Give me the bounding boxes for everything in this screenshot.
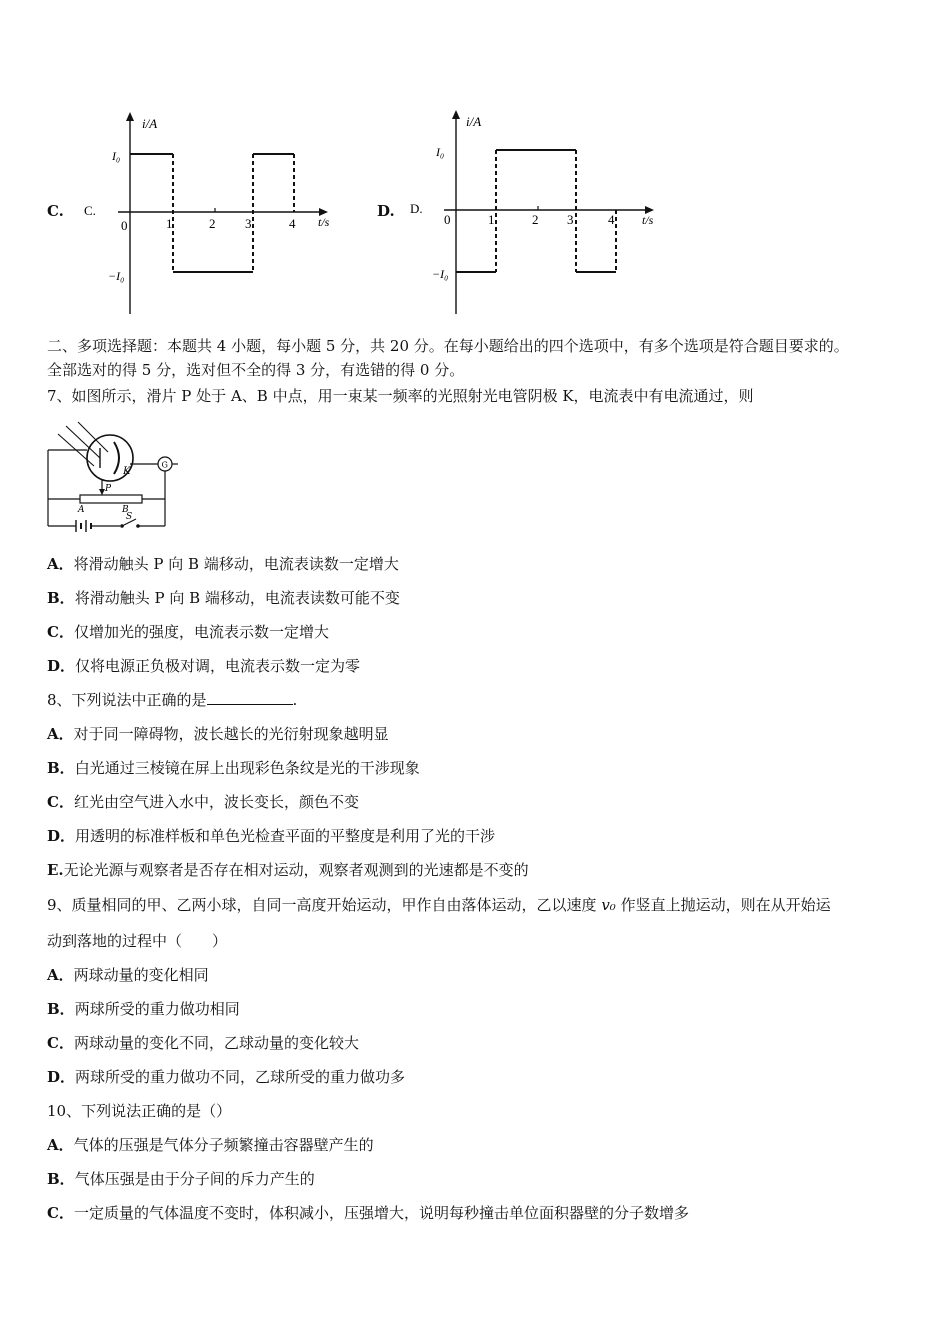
section2-header-line1: 二、多项选择题：本题共 4 小题，每小题 5 分，共 20 分。在每小题给出的四个选项中，有多个选项是符合题目要求的。 bbox=[47, 337, 849, 355]
chart-d-tick-4: 4 bbox=[608, 212, 615, 227]
chart-d-y-arrow bbox=[452, 110, 460, 119]
option-d-label: D. bbox=[377, 202, 395, 220]
label-k: K bbox=[123, 466, 131, 477]
q8-option-a-text: 对于同一障碍物，波长越长的光衍射现象越明显 bbox=[73, 725, 389, 743]
q7-option-d bbox=[47, 656, 360, 676]
q10-option-a-label: A． bbox=[47, 1136, 74, 1154]
q8-option-e-text: 无论光源与观察者是否存在相对运动，观察者观测到的光速都是不变的 bbox=[63, 861, 529, 879]
chart-c bbox=[78, 108, 348, 324]
chart-c-tick-2: 2 bbox=[209, 216, 216, 231]
q8-stem-text: 8、下列说法中正确的是 bbox=[47, 691, 207, 709]
q8-option-b-text: 白光通过三棱镜在屏上出现彩色条纹是光的干涉现象 bbox=[74, 759, 420, 777]
section2-header-line2: 全部选对的得 5 分，选对但不全的得 3 分，有选错的得 0 分。 bbox=[47, 361, 465, 379]
chart-c-tick-3: 3 bbox=[245, 216, 252, 231]
chart-d-tick-3: 3 bbox=[567, 212, 574, 227]
q8-stem-end: . bbox=[292, 691, 298, 709]
chart-d-inner-label: D. bbox=[410, 201, 423, 216]
q7-option-b-text: 将滑动触头 P 向 B 端移动，电流表读数可能不变 bbox=[74, 589, 400, 607]
label-p: P bbox=[105, 484, 112, 494]
q8-option-e-label: E. bbox=[47, 861, 64, 879]
q9-stem-line2: 动到落地的过程中（ ） bbox=[47, 932, 228, 950]
q9-option-b-text: 两球所受的重力做功相同 bbox=[74, 1000, 240, 1018]
q8-answer-blank bbox=[207, 690, 293, 705]
q9-v0: v₀ bbox=[601, 896, 616, 914]
chart-c-tick-1: 1 bbox=[166, 216, 173, 231]
chart-c-origin: 0 bbox=[121, 218, 128, 233]
q7-option-a bbox=[47, 554, 399, 574]
light-ray-1 bbox=[66, 426, 100, 458]
q10-option-c bbox=[47, 1203, 689, 1223]
chart-d-bottom-label: −I₀ bbox=[432, 267, 449, 281]
light-ray-2 bbox=[78, 422, 108, 452]
chart-d-x-label: t/s bbox=[642, 213, 654, 227]
q8-option-b-label: B． bbox=[47, 759, 75, 777]
q8-option-d bbox=[47, 826, 495, 846]
q9-stem-part1: 9、质量相同的甲、乙两小球，自同一高度开始运动，甲作自由落体运动，乙以速度 bbox=[47, 896, 602, 914]
chart-c-top-label: I₀ bbox=[112, 149, 121, 163]
chart-d-top-label: I₀ bbox=[436, 145, 445, 159]
q9-stem-line1 bbox=[47, 895, 831, 915]
q10-option-b-label: B． bbox=[47, 1170, 75, 1188]
q9-option-a-text: 两球动量的变化相同 bbox=[73, 966, 209, 984]
label-a: A bbox=[78, 505, 85, 515]
label-b: B bbox=[122, 505, 129, 515]
q7-option-a-label: A． bbox=[47, 555, 74, 573]
q8-option-c-label: C． bbox=[47, 793, 74, 811]
q9-option-d-text: 两球所受的重力做功不同，乙球所受的重力做功多 bbox=[75, 1068, 406, 1086]
q8-option-e bbox=[47, 860, 529, 880]
chart-d-origin: 0 bbox=[444, 212, 451, 227]
option-c-label: C. bbox=[47, 202, 64, 220]
q10-option-c-label: C． bbox=[47, 1204, 74, 1222]
q8-option-d-text: 用透明的标准样板和单色光检查平面的平整度是利用了光的干涉 bbox=[75, 827, 496, 845]
q9-option-c bbox=[47, 1033, 359, 1053]
label-s: S bbox=[126, 512, 133, 522]
q10-option-c-text: 一定质量的气体温度不变时，体积减小，压强增大，说明每秒撞击单位面积器壁的分子数增多 bbox=[73, 1204, 689, 1222]
q7-option-c bbox=[47, 622, 329, 642]
q9-option-c-label: C． bbox=[47, 1034, 74, 1052]
q9-option-b bbox=[47, 999, 240, 1019]
chart-d bbox=[404, 106, 674, 324]
q9-option-a-label: A． bbox=[47, 966, 74, 984]
q8-option-d-label: D． bbox=[47, 827, 76, 845]
chart-c-bottom-label: −I₀ bbox=[108, 269, 125, 283]
q9-stem-part2: 作竖直上抛运动，则在从开始运 bbox=[615, 896, 831, 914]
chart-c-tick-4: 4 bbox=[289, 216, 296, 231]
q7-option-c-label: C． bbox=[47, 623, 74, 641]
q9-option-c-text: 两球动量的变化不同，乙球动量的变化较大 bbox=[73, 1034, 359, 1052]
cathode bbox=[114, 442, 119, 474]
q10-option-a bbox=[47, 1135, 374, 1155]
q10-option-b bbox=[47, 1169, 315, 1189]
chart-d-tick-2: 2 bbox=[532, 212, 539, 227]
q8-option-a-label: A． bbox=[47, 725, 74, 743]
rheostat bbox=[80, 495, 142, 503]
q8-option-a bbox=[47, 724, 389, 744]
chart-c-x-label: t/s bbox=[318, 215, 330, 229]
q10-stem: 10、下列说法正确的是（） bbox=[47, 1102, 232, 1120]
q10-option-b-text: 气体压强是由于分子间的斥力产生的 bbox=[74, 1170, 315, 1188]
q9-option-b-label: B． bbox=[47, 1000, 75, 1018]
q7-circuit-figure bbox=[44, 418, 184, 538]
q8-option-c bbox=[47, 792, 359, 812]
q9-option-d-label: D． bbox=[47, 1068, 76, 1086]
q7-option-d-label: D． bbox=[47, 657, 76, 675]
q8-stem bbox=[47, 690, 297, 710]
q7-stem: 7、如图所示，滑片 P 处于 A、B 中点，用一束某一频率的光照射光电管阴极 K，电流表中有电流通过，则 bbox=[47, 387, 754, 405]
q9-option-a bbox=[47, 965, 209, 985]
q7-option-b-label: B． bbox=[47, 589, 75, 607]
chart-c-y-label: i/A bbox=[142, 116, 158, 131]
chart-c-inner-label: C. bbox=[84, 203, 96, 218]
q7-option-d-text: 仅将电源正负极对调，电流表示数一定为零 bbox=[75, 657, 361, 675]
label-g: G bbox=[161, 460, 168, 470]
q8-option-c-text: 红光由空气进入水中，波长变长，颜色不变 bbox=[73, 793, 359, 811]
q8-option-b bbox=[47, 758, 420, 778]
chart-c-y-arrow bbox=[126, 112, 134, 121]
q9-option-d bbox=[47, 1067, 405, 1087]
q10-option-a-text: 气体的压强是气体分子频繁撞击容器壁产生的 bbox=[73, 1136, 374, 1154]
chart-d-tick-1: 1 bbox=[488, 212, 495, 227]
q7-option-a-text: 将滑动触头 P 向 B 端移动，电流表读数一定增大 bbox=[73, 555, 399, 573]
q7-option-c-text: 仅增加光的强度，电流表示数一定增大 bbox=[73, 623, 329, 641]
q7-option-b bbox=[47, 588, 400, 608]
chart-d-y-label: i/A bbox=[466, 114, 482, 129]
